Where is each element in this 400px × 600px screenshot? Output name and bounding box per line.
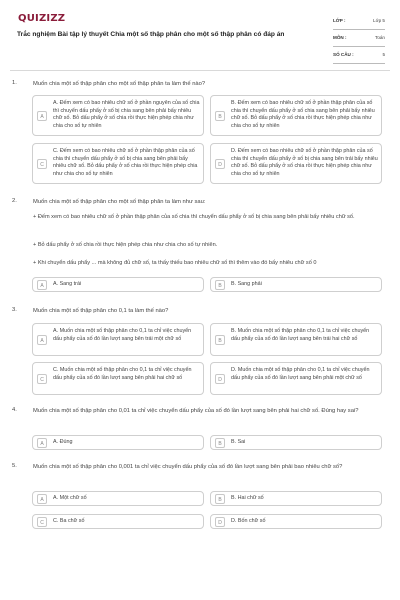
option-text: D. Đếm xem có bao nhiêu chữ số ở phần thập phân của số chia thì chuyển dấu phẩy ở số bị chia sang bên trái bấy nhiêu chữ số. Bỏ dấu phẩy ở số chia rồi thực hiện phép chia như chia cho số tự nhiên [231,148,378,177]
question-text: Muốn chia một số thập phân cho 0,001 ta chỉ việc chuyển dấu phẩy của số đó lần lượt sang bên phải bao nhiêu chữ số? [33,464,343,470]
option-letter: C [37,517,47,527]
option-b[interactable] [210,435,382,450]
option-text: C. Ba chữ số [53,517,85,524]
meta-row-grade [333,15,385,30]
option-text: C. Muốn chia một số thập phân cho 0,1 ta chỉ việc chuyển dấu phẩy của số đó lần lượt sang bên phải hai chữ số [53,367,192,381]
option-letter: B [215,280,225,290]
meta-value: Lớp 5 [373,18,385,23]
option-b[interactable] [210,277,382,292]
option-letter: D [215,517,225,527]
option-text: A. Đúng [53,438,73,445]
question-number: 5. [12,463,17,469]
option-c[interactable] [32,143,204,184]
question-number: 3. [12,307,17,313]
option-text: B. Sai [231,438,246,445]
option-a[interactable] [32,491,204,506]
instruction-line: + Đếm xem có bao nhiêu chữ số ở phần thập phân của số chia thì chuyển dấu phẩy ở số bị chia sang bên phải bấy nhiêu chữ số. [33,214,355,220]
question-text: Muốn chia một số thập phân cho 0,1 ta làm thế nào? [33,308,169,314]
option-a[interactable] [32,435,204,450]
option-letter: D [215,159,225,169]
option-d[interactable] [210,362,382,395]
meta-label: SỐ CÂU : [333,52,354,57]
meta-row-subject [333,32,385,47]
option-a[interactable] [32,323,204,356]
option-text: B. Đếm xem có bao nhiêu chữ số ở phần thập phân của số chia thì chuyển dấu phẩy ở số chia sang bên phải bấy nhiêu chữ số. Bỏ dấu phẩy ở số chia rồi thực hiện phép chia như chia cho số tự nhiên [231,100,375,129]
meta-row-count [333,49,385,64]
option-letter: C [37,159,47,169]
question-text: Muốn chia một số thập phân cho một số thập phân ta làm như sau: [33,199,206,205]
option-text: A. Muốn chia một số thập phân cho 0,1 ta chỉ việc chuyển dấu phẩy của số đó lần lượt sang bên trái một chữ số [53,328,192,342]
question-text: Muốn chia một số thập phân cho một số thập phân ta làm thế nào? [33,81,206,87]
option-letter: A [37,280,47,290]
option-letter: A [37,111,47,121]
option-text: B. Hai chữ số [231,494,264,501]
meta-value: Toán [375,35,385,40]
option-letter: A [37,494,47,504]
option-text: A. Đếm xem có bao nhiêu chữ số ở phần nguyên của số chia thì chuyển dấu phẩy ở số bị chia sang bên phải bấy nhiêu chữ số. Bỏ dấu phẩy ở số chia rồi thực hiện phép chia như chia cho số tự nhiên [53,100,200,129]
question-number: 4. [12,407,17,413]
instruction-line: + Khi chuyển dấu phẩy ... mà không đủ chữ số, ta thấy thiếu bao nhiêu chữ số thì thêm vào đó bấy nhiêu chữ số 0 [33,260,317,266]
page-title: Trắc nghiệm Bài tập lý thuyết Chia một số thập phân cho một số thập phân có đáp án [17,31,285,38]
option-letter: C [37,374,47,384]
option-c[interactable] [32,514,204,529]
option-text: C. Đếm xem có bao nhiêu chữ số ở phần thập phân của số chia thì chuyển dấu phẩy ở số bị chia sang bên phải bấy nhiêu chữ số. Bỏ dấu phẩy ở số chia rồi thực hiện phép chia như chia cho số tự nhiên [53,148,198,177]
option-b[interactable] [210,491,382,506]
option-letter: B [215,335,225,345]
option-letter: A [37,438,47,448]
option-letter: A [37,335,47,345]
option-b[interactable] [210,323,382,356]
meta-label: MÔN : [333,35,347,40]
meta-value: 5 [382,52,385,57]
option-a[interactable] [32,95,204,136]
option-text: A. Một chữ số [53,494,87,501]
option-letter: B [215,111,225,121]
instruction-line: + Bỏ dấu phẩy ở số chia rồi thực hiện phép chia như chia cho số tự nhiên. [33,242,218,248]
question-number: 2. [12,198,17,204]
option-text: D. Bốn chữ số [231,517,266,524]
option-d[interactable] [210,143,382,184]
option-text: D. Muốn chia một số thập phân cho 0,1 ta chỉ việc chuyển dấu phẩy của số đó lần lượt sang bên phải một chữ số [231,367,370,381]
option-b[interactable] [210,95,382,136]
option-text: A. Sang trái [53,280,82,287]
quizizz-logo: QUIZIZZ [18,13,66,24]
option-letter: D [215,374,225,384]
option-c[interactable] [32,362,204,395]
meta-label: LỚP : [333,18,346,23]
option-text: B. Muốn chia một số thập phân cho 0,1 ta chỉ việc chuyển dấu phẩy của số đó lần lượt sang bên trái hai chữ số [231,328,370,342]
question-number: 1. [12,80,17,86]
question-text: Muốn chia một số thập phân cho 0,01 ta chỉ việc chuyển dấu phẩy của số đó lần lượt sang bên phải hai chữ số. Đúng hay sai? [33,408,359,414]
option-letter: B [215,494,225,504]
option-d[interactable] [210,514,382,529]
option-text: B. Sang phải [231,280,262,287]
option-letter: B [215,438,225,448]
meta-panel [333,15,385,66]
header-divider [10,70,390,71]
option-a[interactable] [32,277,204,292]
